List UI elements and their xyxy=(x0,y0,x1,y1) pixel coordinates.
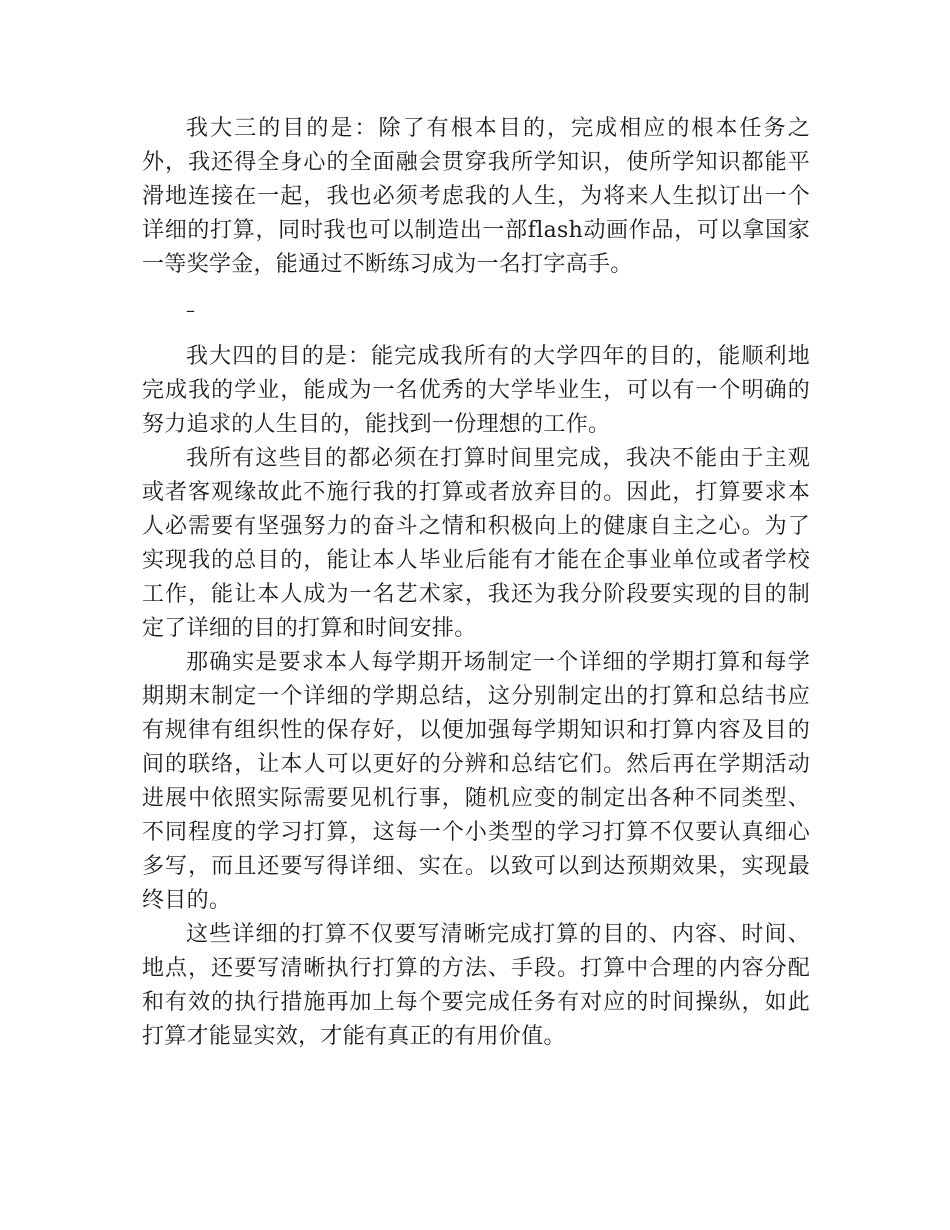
paragraph-gap xyxy=(142,328,810,340)
paragraph-semester-planning: 那确实是要求本人每学期开场制定一个详细的学期打算和每学期期末制定一个详细的学期总结，这分别制定出的打算和总结书应有规律有组织性的保存好，以便加强每学期知识和打算内容及目的间的联络，让本人可以更好的分辨和总结它们。然后再在学期活动进展中依照实际需要见机行事，随机应变的制定出各种不同类型、不同程度的学习打算，这每一个小类型的学习打算不仅要认真细心多写，而且还要写得详细、实在。以致可以到达预期效果，实现最终目的。 xyxy=(142,650,810,913)
paragraph-plan-details: 这些详细的打算不仅要写清晰完成打算的目的、内容、时间、地点，还要写清晰执行打算的方法、手段。打算中合理的内容分配和有效的执行措施再加上每个要完成任务有对应的时间操纵，如此打算才能显实效，才能有真正的有用价值。 xyxy=(142,922,810,1049)
paragraph-gap xyxy=(142,282,810,294)
paragraph-year-four-goals: 我大四的目的是：能完成我所有的大学四年的目的，能顺利地完成我的学业，能成为一名优秀的大学毕业生，可以有一个明确的努力追求的人生目的，能找到一份理想的工作。 xyxy=(142,344,810,437)
stray-dash-mark: – xyxy=(186,300,196,321)
paragraph-year-three-goals: 我大三的目的是：除了有根本目的，完成相应的根本任务之外，我还得全身心的全面融会贯穿我所学知识，使所学知识都能平滑地连接在一起，我也必须考虑我的人生，为将来人生拟订出一个详细的打算，同时我也可以制造出一部flash动画作品，可以拿国家一等奖学金，能通过不断练习成为一名打字高手。 xyxy=(142,116,810,277)
paragraph-plan-commitment: 我所有这些目的都必须在打算时间里完成，我决不能由于主观或者客观缘故此不施行我的打算或者放弃目的。因此，打算要求本人必需要有坚强努力的奋斗之情和积极向上的健康自主之心。为了实现我的总目的，能让本人毕业后能有才能在企事业单位或者学校工作，能让本人成为一名艺术家，我还为我分阶段要实现的目的制定了详细的目的打算和时间安排。 xyxy=(142,446,810,641)
document-body xyxy=(142,112,810,1054)
